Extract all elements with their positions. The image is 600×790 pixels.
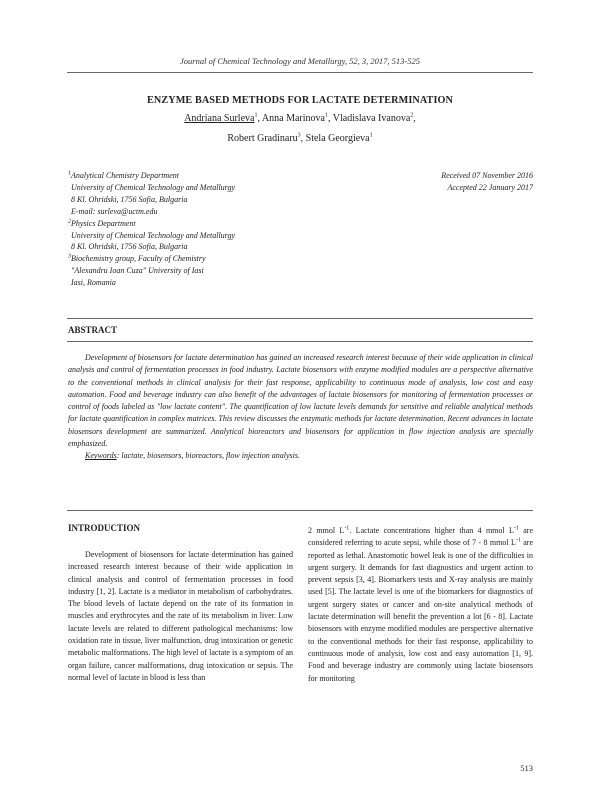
abstract-top-rule bbox=[67, 318, 533, 319]
page-number: 513 bbox=[520, 763, 533, 773]
intro-column-right bbox=[308, 525, 533, 685]
author-affil-sup: 1 bbox=[254, 112, 258, 119]
unit-sup: -1 bbox=[344, 525, 350, 532]
author-separator: , bbox=[300, 133, 306, 144]
text-run: . Lactate concentrations higher than 4 mmol L bbox=[349, 526, 514, 535]
paper-title: ENZYME BASED METHODS FOR LACTATE DETERMINATION bbox=[146, 95, 453, 106]
keywords-text: : lactate, biosensors, bioreactors, flow injection analysis. bbox=[116, 451, 300, 461]
journal-header: Journal of Chemical Technology and Metallurgy, 52, 3, 2017, 513-525 bbox=[180, 56, 420, 66]
affil-sup: 3 bbox=[68, 253, 71, 260]
affil-line: 8 Kl. Ohridski, 1756 Sofia, Bulgaria bbox=[71, 194, 188, 204]
abstract-text: Development of biosensors for lactate determination has gained an increased research interest because of their wide application in clinical analysis and control of fermentation processes in food industry. Lactate biosensors with enzyme modified modules are a perspective alternative to the conventional methods in clinical analysis for their fast response, applicability to continuous mode of analysis, low cost and easy automation. Food and beverage industry can also benefit of the advantages of lactate biosensors for monitoring of fermentation processes or control of foods labeled as "low lactate content". The quantification of low lactate levels demands for sensitive and reliable analytical methods for lactate quantification in complex matrices. This review discusses the enzymatic methods for lactate determination. Recent advances in lactate biosensors development are summarized. Analytical bioreactors and biosensors for application in flow injection analysis are specially emphasized. bbox=[68, 353, 533, 449]
affil-line: Iasi, Romania bbox=[71, 278, 116, 288]
affil-sup: 1 bbox=[68, 170, 71, 177]
affil-line: University of Chemical Technology and Metallurgy bbox=[71, 182, 236, 192]
unit-sup: -1 bbox=[513, 525, 519, 532]
author-line-1 bbox=[0, 113, 600, 124]
affil-email: E-mail: surleva@uctm.edu bbox=[71, 206, 158, 216]
text-run: are reported as lethal. Anastomotic bowel leak is one of the difficulties in urgent surgery. It demands for fast diagnostics and urgent action to prevent sepsis [3, 4]. Biomarkers tests and X-ray analysis are mainly used [5]. The lactate level is one of the biomarkers for diagnostics of urgent surgery states or cancer and on-site analytical methods of lactate determination will benefit the prevention a lot [6 - 8]. Lactate biosensors with enzyme modified modules are perspective alternative to the conventional methods for their fast response, applicability to continuous mode of analysis, low cost and easy automation [1, 9]. Food and beverage industry are commonly using lactate biosensors for monitoring bbox=[308, 538, 534, 683]
dates-block bbox=[441, 170, 533, 194]
affil-sup: 2 bbox=[68, 217, 71, 224]
affil-line: "Alexandru Ioan Cuza" University of Iasi bbox=[71, 266, 204, 276]
author-separator: , bbox=[327, 113, 333, 124]
author-name: Robert Gradinaru bbox=[227, 133, 298, 144]
author-name: Andriana Surleva bbox=[184, 113, 255, 124]
keywords-label: Keywords bbox=[85, 451, 117, 461]
keywords-line bbox=[68, 450, 533, 462]
author-name: Stela Georgieva bbox=[305, 133, 370, 144]
author-separator: , bbox=[257, 113, 262, 124]
intro-paragraph: Development of biosensors for lactate determination has gained increased research interest because of their wide application in clinical analysis and control of fermentation processes in food industry [1, 2]. Lactate is a mediator in metabolism of carbohydrates. The blood levels of lactate depend on the rate of its formation in muscles and erythrocytes and the rate of its metabolism in liver. Low lactate levels are related to different pathological mechanisms: low oxidation rate in tissue, liver malfunction, drug intoxication or genetic metabolic malformations. The high level of lactate is a symptom of an organ failure, cancer malformations, drug intoxication or sepsis. The normal level of lactate in blood is less than bbox=[68, 550, 293, 682]
author-name: Vladislava Ivanova bbox=[332, 113, 411, 124]
affil-line: Biochemistry group, Faculty of Chemistry bbox=[71, 254, 206, 264]
author-affil-sup: 1 bbox=[369, 132, 373, 139]
received-date: Received 07 November 2016 bbox=[441, 171, 533, 180]
unit-sup: -1 bbox=[515, 537, 521, 544]
header-rule bbox=[67, 72, 533, 73]
author-affil-sup: 3 bbox=[297, 132, 301, 139]
affil-line: 8 Kl. Ohridski, 1756 Sofia, Bulgaria bbox=[71, 242, 188, 252]
abstract-bottom-rule bbox=[67, 510, 533, 511]
affil-line: University of Chemical Technology and Metallurgy bbox=[71, 230, 236, 240]
author-separator: , bbox=[413, 113, 416, 124]
accepted-date: Accepted 22 January 2017 bbox=[447, 182, 533, 192]
abstract-heading: ABSTRACT bbox=[68, 325, 118, 335]
text-run: 2 mmol L bbox=[308, 526, 345, 535]
affil-line: Physics Department bbox=[71, 218, 136, 228]
author-line-2 bbox=[0, 133, 600, 144]
text-run: are considered referring to acute sepsi, while those of 7 - 8 mmol L bbox=[308, 526, 534, 548]
author-affil-sup: 2 bbox=[410, 112, 414, 119]
introduction-heading: INTRODUCTION bbox=[68, 523, 141, 533]
affiliations bbox=[68, 170, 388, 289]
author-name: Anna Marinova bbox=[261, 113, 325, 124]
intro-column-left bbox=[68, 549, 293, 684]
abstract-heading-rule bbox=[67, 341, 533, 342]
abstract-body bbox=[68, 352, 533, 463]
author-affil-sup: 1 bbox=[324, 112, 328, 119]
affil-line: Analytical Chemistry Department bbox=[71, 171, 179, 180]
intro-paragraph-continued bbox=[308, 525, 533, 685]
